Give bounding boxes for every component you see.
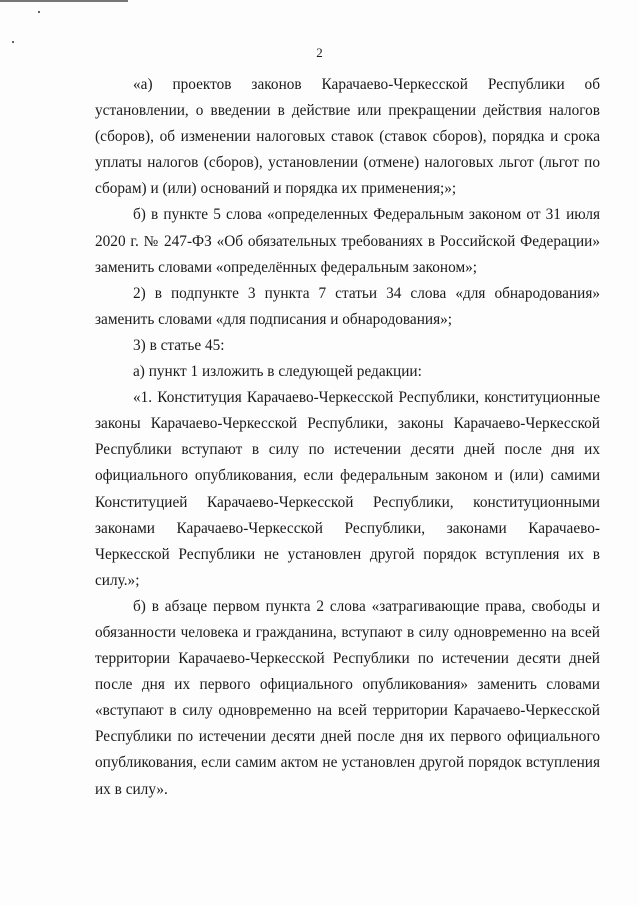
paragraph-b-point-2: б) в абзаце первом пункта 2 слова «затрагивающие права, свободы и обязанности человека и гражданина, вступают в силу одновременно на всей территории Карачаево-Черкесской Республики по истечении десяти дней после дня их первого официального опубликования» заменить словами «вступают в силу одновременно на всей территории Карачаево-Черкесской Республики по истечении десяти дней после дня их первого официального опубликования, если самим актом не установлен другой порядок вступления их в силу».: [95, 597, 600, 798]
paragraph-b-point-5: б) в пункте 5 слова «определенных Федеральным законом от 31 июля 2020 г. № 247-ФЗ «Об обязательных требованиях в Российской Федерации» заменить словами «определённых федеральным законом»;: [95, 206, 600, 276]
paragraph-2-article-34: 2) в подпункте 3 пункта 7 статьи 34 слова «для обнародования» заменить словами «для подписания и обнародования»;: [95, 284, 600, 328]
paragraph-3-article-45: 3) в статье 45:: [133, 336, 225, 354]
paragraph-new-point-1: «1. Конституция Карачаево-Черкесской Республики, конституционные законы Карачаево-Черкесской Республики, законы Карачаево-Черкесской Республики вступают в силу по истечении десяти дней после дня их официального опубликования, если федеральным законом и (или) самими Конституцией Карачаево-Черкесской Республики, конституционными законами Карачаево-Черкесской Республики, законами Карачаево-Черкесской Республики не установлен другой порядок вступления их в силу.»;: [95, 389, 600, 589]
scan-speck: [12, 41, 14, 43]
document-body: [95, 72, 600, 803]
scan-speck: [38, 11, 40, 13]
paragraph-a-point-1: а) пункт 1 изложить в следующей редакции:: [133, 363, 422, 381]
paragraph-a-tax-laws: «а) проектов законов Карачаево-Черкесской Республики об установлении, о введении в действие или прекращении действия налогов (сборов), об изменении налоговых ставок (ставок сборов), порядка и срока уплаты налогов (сборов), установлении (отмене) налоговых льгот (льгот по сборам) и (или) оснований и порядка их применения;»;: [95, 76, 600, 198]
scan-edge-mark: [0, 0, 128, 2]
page-number: 2: [316, 45, 323, 60]
